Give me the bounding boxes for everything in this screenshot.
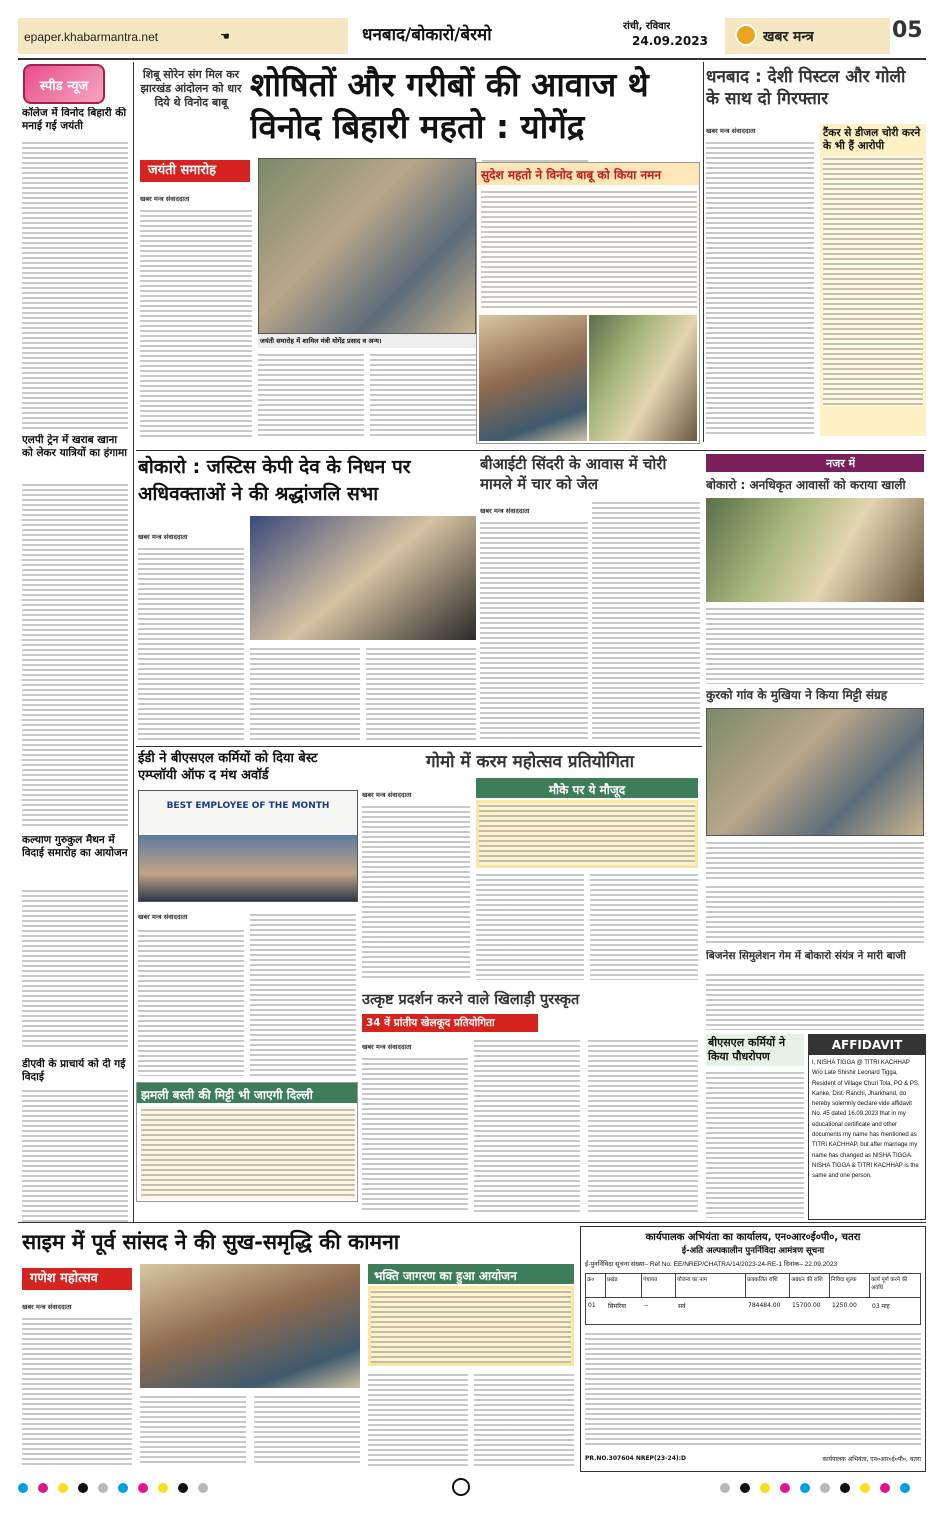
bit-body-col1: [480, 520, 588, 742]
ed-photo-banner: BEST EMPLOYEE OF THE MONTH: [166, 801, 330, 811]
speed-news-body-4: [22, 1088, 128, 1224]
bit-byline: खबर मन्त्र संवाददाता: [480, 507, 530, 515]
players-byline: खबर मन्त्र संवाददाता: [362, 1043, 412, 1051]
lead-byline: खबर मन्त्र संवाददाता: [140, 195, 190, 203]
affidavit-text: I, NISHA TIGGA @ TITRI KACHHAP W/o Late Shishir Leonard Tigga, Resident of Village Churi Tola, PO & PS. Kanke, Dist. Ranchi, Jharkhand, do hereby solemnly declare vide affidavit No. 45 dated 16.09.2023 that in my educational certificate and other documents my name has mentioned as TITRI KACHHAP, but after marriage my name has changed as NISHA TIGGA. NISHA TIGGA & TITRI KACHHAP is the same and one person.: [812, 1060, 920, 1180]
sudesh-headline: सुदेश महतो ने विनोद बाबू को किया नमन: [481, 168, 661, 182]
speed-news-headline-3: कल्याण गुरुकुल मैथन में विदाई समारोह का आयोजन: [22, 834, 128, 859]
speed-news-body-2: [22, 482, 128, 828]
ed-body-col1: [138, 928, 244, 1076]
print-color-bar-right: [530, 1480, 910, 1496]
header-rule: [18, 58, 926, 60]
saidham-body-col1: [22, 1316, 132, 1466]
city-day: रांची, रविवार: [623, 21, 671, 32]
lead-kicker: शिबू सोरेन संग मिल कर झारखंड आंदोलन को धार दिये थे विनोद बाबू: [140, 68, 242, 109]
tree-story: [706, 1034, 806, 1220]
lead-photo: [258, 158, 476, 334]
saidham-headline: साइम में पूर्व सांसद ने की सुख-समृद्धि की कामना: [22, 1230, 400, 1254]
bit-headline: बीआईटी सिंदरी के आवास में चोरी मामले में चार को जेल: [480, 455, 667, 493]
saidham-label: गणेश महोत्सव: [22, 1268, 132, 1290]
tender-cell-6: 15700.00: [792, 1302, 821, 1309]
cursor-icon: ☚: [220, 30, 230, 43]
affidavit-box: [808, 1034, 926, 1220]
lead-body-col1: [140, 208, 252, 438]
bokaro-byline: खबर मन्त्र संवाददाता: [138, 533, 188, 541]
tree-headline: बीएसएल कर्मियों ने किया पौधरोपण: [706, 1034, 804, 1066]
page-number: 05: [892, 18, 923, 43]
lead-photo-caption: जयंती समारोह में शामिल मंत्री योगेंद्र प्रसाद व अन्य।: [258, 334, 476, 348]
bokaro-body-col2: [250, 646, 360, 742]
lead-headline: शोषितों और गरीबों की आवाज थे विनोद बिहारी महतो : योगेंद्र: [250, 65, 649, 146]
bokaro-story: [136, 452, 476, 744]
tender-cell-8: 03 माह: [872, 1303, 890, 1310]
bit-story: [478, 452, 700, 744]
tender-terms: [585, 1331, 921, 1447]
print-color-bar-left: [18, 1480, 398, 1496]
tender-footer: PR.NO.307604 NREP(23-24):D: [585, 1455, 687, 1462]
saidham-body-col3: [254, 1394, 360, 1466]
gomo-byline: खबर मन्त्र संवाददाता: [362, 791, 412, 799]
gomo-present-box: [476, 800, 698, 868]
section-rule-3: [18, 1222, 926, 1223]
speed-news-body-1: [22, 140, 128, 430]
tender-sign: कार्यपालक अभियंता, एन०आर०ई०पी०, चतरा: [822, 1456, 921, 1463]
brand-name: खबर मन्त्र: [763, 29, 814, 45]
gomo-body-col2: [476, 872, 584, 980]
edition-name: धनबाद/बोकारो/बेरमो: [362, 25, 492, 45]
biz-headline: बिजनेस सिमुलेशन गेम में बोकारो संयंत्र ने मारी बाजी: [706, 950, 906, 962]
saidham-photo: [140, 1264, 360, 1388]
players-body-col2: [474, 1038, 580, 1212]
col-divider-2: [703, 62, 704, 442]
tender-col-5: प्राक्कलित राशि: [746, 1274, 790, 1297]
players-sub: 34 वें प्रांतीय खेलकूद प्रतियोगिता: [362, 1014, 538, 1032]
tender-cell-3: --: [644, 1302, 649, 1309]
tender-col-4: योजना का नाम: [676, 1274, 746, 1297]
lead-body-col3: [370, 352, 476, 438]
gomo-headline: गोमो में करम महोत्सव प्रतियोगिता: [425, 752, 635, 772]
kurko-body: [706, 840, 924, 880]
bhakti-headline: भक्ति जागरण का हुआ आयोजन: [374, 1269, 517, 1283]
sudesh-photo-2: [589, 315, 697, 441]
tree-body: [706, 1070, 804, 1218]
affidavit-title: AFFIDAVIT: [809, 1035, 925, 1055]
speed-news-label: स्पीड न्यूज: [39, 79, 89, 94]
ed-byline: खबर मन्त्र संवाददाता: [138, 913, 188, 921]
bokaro-headline: बोकारो : जस्टिस केपी देव के निधन पर अधिवक्ताओं ने की श्रद्धांजलि सभा: [138, 456, 411, 505]
nazar-tag: नजर में: [826, 457, 856, 470]
tender-col-1: क्र०: [586, 1274, 606, 1297]
ed-headline: ईडी ने बीएसएल कर्मियों को दिया बेस्ट एम्प्लॉयी ऑफ द मंथ अवॉर्ड: [138, 751, 318, 783]
gomo-body-col3: [590, 872, 698, 980]
players-story: [360, 988, 700, 1216]
kurko-headline: कुरको गांव के मुखिया ने किया मिट्टी संग्रह: [706, 688, 888, 702]
players-headline: उत्कृष्ट प्रदर्शन करने वाले खिलाड़ी पुरस्कृत: [362, 992, 580, 1008]
gomo-story: [360, 748, 700, 982]
tender-ref: ई-पुनर्निविदा सूचना संख्या– Ref No: EE/NREP/CHATRA/14/2023-24-RE-1 दिनांक– 22.09.2023: [585, 1261, 838, 1268]
tender-cell-2: सिमरिया: [608, 1303, 627, 1310]
bokaro-photo: [250, 516, 476, 640]
speed-news-headline-1: कॉलेज में विनोद बिहारी की मनाई गई जयंती: [22, 107, 127, 132]
players-body-col1: [362, 1056, 468, 1212]
tender-cell-5: 784484.00: [748, 1302, 781, 1309]
lead-label: जयंती समारोह: [140, 160, 250, 182]
tender-header-row: [586, 1274, 920, 1298]
tender-col-2: प्रखंड: [606, 1274, 642, 1297]
tender-title: कार्यपालक अभियंता का कार्यालय, एन०आर०ई०पी०, चतरा: [645, 1232, 861, 1243]
kurko-photo: [706, 708, 924, 836]
col-divider-1: [133, 62, 134, 1222]
nazar-photo: [706, 498, 924, 602]
nazar-headline: बोकारो : अनधिकृत आवासों को कराया खाली: [706, 478, 906, 492]
ed-photo: [138, 790, 358, 902]
pistol-side-box: [820, 124, 926, 436]
brand-logo-icon: [735, 24, 757, 46]
tender-col-7: निविदा शुल्क: [830, 1274, 870, 1297]
delhi-story: [136, 1082, 358, 1202]
tender-cell-1: 01: [588, 1302, 596, 1309]
bit-body-col2: [592, 500, 700, 742]
bokaro-body-col1: [138, 546, 244, 742]
tender-col-3: पंचायत: [642, 1274, 676, 1297]
bokaro-body-col3: [366, 646, 476, 742]
nazar-body: [706, 606, 924, 684]
biz-story: [706, 884, 926, 974]
registration-mark-icon: [452, 1478, 470, 1496]
bizintro-body: [706, 884, 924, 946]
sudesh-body: [481, 189, 697, 309]
issue-date: 24.09.2023: [632, 34, 708, 48]
section-rule-1: [136, 450, 926, 451]
pistol-byline: खबर मन्त्र संवाददाता: [706, 127, 756, 135]
pistol-side-headline: टैंकर से डीजल चोरी करने के भी हैं आरोपी: [823, 127, 921, 152]
saidham-body-col2: [140, 1394, 246, 1466]
pistol-body: [706, 140, 814, 436]
nazar-tag-bar: [706, 454, 924, 472]
speed-news-headline-2: एलपी ट्रेन में खराब खाना को लेकर यात्रियों का हंगामा: [22, 434, 128, 459]
bhakti-body-col2: [474, 1372, 574, 1466]
delhi-body: [141, 1107, 355, 1199]
bhakti-box-body: [368, 1286, 574, 1366]
section-rule-2: [136, 746, 702, 747]
tender-subtitle: ई-अति अल्पकालीन पुनर्निविदा आमंत्रण सूचना: [681, 1246, 825, 1256]
biz-body: [706, 972, 924, 1030]
delhi-headline: झमली बस्ती की मिट्टी भी जाएगी दिल्ली: [141, 1088, 313, 1102]
tender-cell-7: 1250.00: [832, 1302, 857, 1309]
sudesh-story: [476, 162, 700, 444]
nazar-story: [706, 452, 926, 882]
gomo-body-col1: [362, 804, 470, 980]
tender-table: [585, 1273, 921, 1325]
ed-body-col2: [250, 912, 356, 1076]
tender-data-row: [586, 1300, 920, 1324]
tender-notice: [580, 1226, 926, 1472]
pistol-story: [706, 62, 926, 442]
pistol-headline: धनबाद : देशी पिस्टल और गोली के साथ दो गिरफ्तार: [706, 67, 906, 109]
lead-body-col2: [258, 352, 364, 438]
masthead: [0, 0, 945, 60]
saidham-story: [18, 1224, 576, 1474]
saidham-byline: खबर मन्त्र संवाददाता: [22, 1303, 72, 1311]
pistol-side-body: [820, 156, 926, 406]
tender-cell-4: सर्व: [678, 1303, 686, 1310]
speed-news-body-3: [22, 888, 128, 1048]
site-url[interactable]: epaper.khabarmantra.net: [24, 30, 159, 44]
speed-news-badge: [23, 64, 105, 104]
speed-news-headline-4: डीएवी के प्राचार्य को दी गई विदाई: [22, 1058, 126, 1083]
players-body-col3: [588, 1038, 698, 1212]
tender-col-8: कार्य पूर्ण करने की अवधि: [871, 1277, 908, 1291]
tender-col-6: अग्रधन की राशि: [790, 1274, 830, 1297]
bhakti-body-col1: [368, 1372, 468, 1466]
sudesh-photo-1: [479, 315, 587, 441]
gomo-sub: मौके पर ये मौजूद: [548, 783, 626, 797]
